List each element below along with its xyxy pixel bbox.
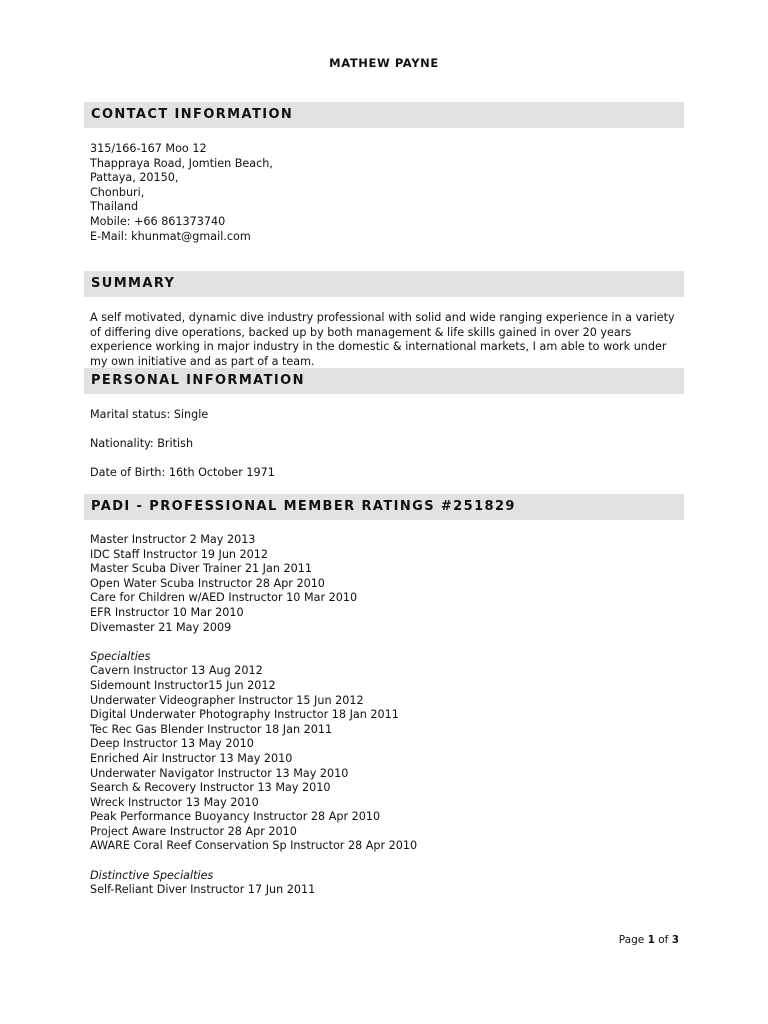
page-number <box>560 934 679 946</box>
specialty-item: Project Aware Instructor 28 Apr 2010 <box>90 824 297 838</box>
contact-line: Thailand <box>90 200 139 214</box>
contact-mobile: Mobile: +66 861373740 <box>90 214 226 228</box>
specialty-item: Digital Underwater Photography Instructor 18 Jan 2011 <box>90 708 399 722</box>
marital-status: Marital status: Single <box>90 408 209 421</box>
specialty-item: Enriched Air Instructor 13 May 2010 <box>90 751 293 765</box>
rating-item: Open Water Scuba Instructor 28 Apr 2010 <box>90 576 325 590</box>
specialty-item: Deep Instructor 13 May 2010 <box>90 737 254 751</box>
contact-line: 315/166-167 Moo 12 <box>90 142 207 155</box>
rating-item: Divemaster 21 May 2009 <box>90 620 232 634</box>
padi-heading: PADI - PROFESSIONAL MEMBER RATINGS #251829 <box>84 494 684 520</box>
summary-heading: SUMMARY <box>84 271 684 297</box>
specialty-item: AWARE Coral Reef Conservation Sp Instructor 28 Apr 2010 <box>90 839 418 853</box>
specialty-item: Sidemount Instructor15 Jun 2012 <box>90 678 276 692</box>
summary-block <box>90 311 680 369</box>
contact-block <box>90 142 680 244</box>
contact-line: Thappraya Road, Jomtien Beach, <box>90 156 273 170</box>
contact-line: Pattaya, 20150, <box>90 171 179 185</box>
specialty-item: Underwater Videographer Instructor 15 Jun 2012 <box>90 693 364 707</box>
specialty-item: Tec Rec Gas Blender Instructor 18 Jan 2011 <box>90 722 333 736</box>
contact-line: Chonburi, <box>90 185 145 199</box>
distinctive-item: Self-Reliant Diver Instructor 17 Jun 2011 <box>90 883 316 897</box>
nationality: Nationality: British <box>90 437 194 451</box>
specialty-item: Wreck Instructor 13 May 2010 <box>90 795 259 809</box>
page-word: Page <box>618 934 645 946</box>
specialty-item: Underwater Navigator Instructor 13 May 2010 <box>90 766 349 780</box>
specialty-item: Search & Recovery Instructor 13 May 2010 <box>90 781 331 795</box>
page-of-word: of <box>658 934 669 946</box>
date-of-birth: Date of Birth: 16th October 1971 <box>90 466 275 480</box>
personal-heading: PERSONAL INFORMATION <box>84 368 684 394</box>
specialty-item: Peak Performance Buoyancy Instructor 28 Apr 2010 <box>90 810 381 824</box>
distinctive-specialties-label: Distinctive Specialties <box>90 868 214 882</box>
page-current: 1 <box>647 934 655 946</box>
page-total: 3 <box>671 934 679 946</box>
specialties-label: Specialties <box>90 649 151 663</box>
specialty-item: Cavern Instructor 13 Aug 2012 <box>90 664 263 678</box>
resume-name: MATHEW PAYNE <box>329 56 439 70</box>
contact-email: E-Mail: khunmat@gmail.com <box>90 229 251 243</box>
rating-item: EFR Instructor 10 Mar 2010 <box>90 605 244 619</box>
summary-text: A self motivated, dynamic dive industry professional with solid and wide ranging experience in a variety of differing dive operations, backed up by both management & life skills gained in over 20 years experience working in major industry in the domestic & international markets, I am able to work under my own initiative and as part of a team. <box>90 311 675 368</box>
contact-heading: CONTACT INFORMATION <box>84 102 684 128</box>
rating-item: IDC Staff Instructor 19 Jun 2012 <box>90 547 269 561</box>
padi-block <box>90 533 680 898</box>
rating-item: Master Instructor 2 May 2013 <box>90 533 256 546</box>
personal-block <box>90 408 680 481</box>
rating-item: Care for Children w/AED Instructor 10 Mar 2010 <box>90 591 358 605</box>
rating-item: Master Scuba Diver Trainer 21 Jan 2011 <box>90 562 312 576</box>
